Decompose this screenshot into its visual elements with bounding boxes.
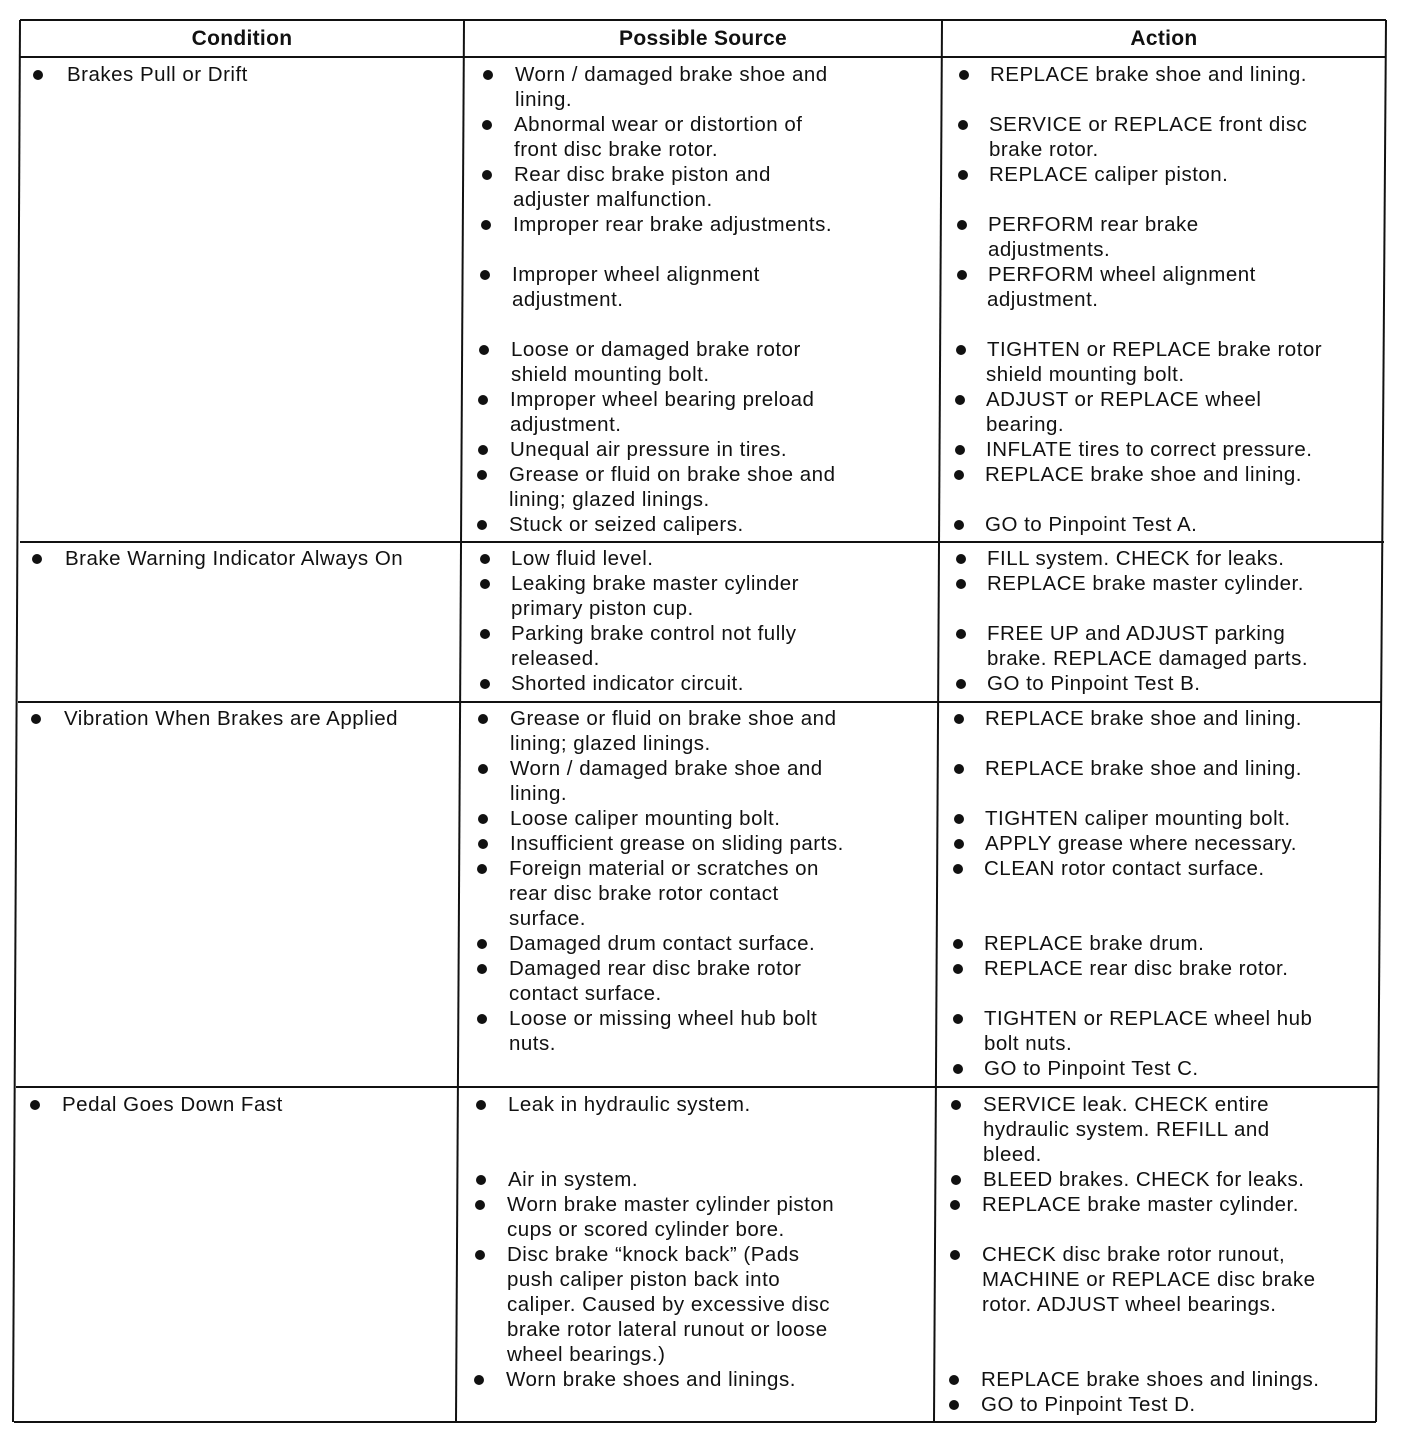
action-text: hydraulic system. REFILL and xyxy=(983,1118,1270,1141)
possible-source-text: Loose or missing wheel hub bolt xyxy=(509,1007,818,1030)
action-text: CLEAN rotor contact surface. xyxy=(984,857,1265,880)
bullet-icon xyxy=(949,1375,959,1385)
action-text: REPLACE brake shoe and lining. xyxy=(990,63,1307,86)
possible-source-text: Shorted indicator circuit. xyxy=(511,672,744,695)
bullet-icon xyxy=(33,70,43,80)
bullet-icon xyxy=(953,964,963,974)
bullet-icon xyxy=(953,1014,963,1024)
bullet-icon xyxy=(480,579,490,589)
bullet-icon xyxy=(481,220,491,230)
bullet-icon xyxy=(477,520,487,530)
condition-text: Vibration When Brakes are Applied xyxy=(64,707,399,730)
bullet-icon xyxy=(478,764,488,774)
possible-source-text: primary piston cup. xyxy=(511,597,694,620)
action-text: brake rotor. xyxy=(989,138,1099,161)
action-text: REPLACE brake shoes and linings. xyxy=(981,1368,1320,1391)
possible-source-text: Abnormal wear or distortion of xyxy=(514,113,803,136)
possible-source-text: lining; glazed linings. xyxy=(510,732,711,755)
action-text: bearing. xyxy=(986,413,1065,436)
bullet-icon xyxy=(955,445,965,455)
action-text: REPLACE rear disc brake rotor. xyxy=(984,957,1289,980)
bullet-icon xyxy=(477,470,487,480)
bullet-icon xyxy=(954,470,964,480)
possible-source-text: brake rotor lateral runout or loose xyxy=(507,1318,828,1341)
possible-source-text: adjustment. xyxy=(512,288,624,311)
action-text: brake. REPLACE damaged parts. xyxy=(987,647,1309,670)
bullet-icon xyxy=(476,1175,486,1185)
header-possible-source: Possible Source xyxy=(619,27,787,50)
action-text: SERVICE leak. CHECK entire xyxy=(983,1093,1270,1116)
bullet-icon xyxy=(474,1375,484,1385)
action-text: CHECK disc brake rotor runout, xyxy=(982,1243,1286,1266)
possible-source-text: Air in system. xyxy=(508,1168,639,1191)
possible-source-text: adjuster malfunction. xyxy=(513,188,713,211)
bullet-icon xyxy=(959,70,969,80)
action-text: shield mounting bolt. xyxy=(986,363,1185,386)
bullet-icon xyxy=(477,939,487,949)
possible-source-text: Leaking brake master cylinder xyxy=(511,572,799,595)
action-text: MACHINE or REPLACE disc brake xyxy=(982,1268,1316,1291)
bullet-icon xyxy=(956,345,966,355)
action-text: BLEED brakes. CHECK for leaks. xyxy=(983,1168,1305,1191)
bullet-icon xyxy=(482,170,492,180)
action-text: TIGHTEN or REPLACE brake rotor xyxy=(987,338,1323,361)
possible-source-text: Loose or damaged brake rotor xyxy=(511,338,801,361)
possible-source-text: Low fluid level. xyxy=(511,547,654,570)
bullet-icon xyxy=(954,839,964,849)
action-text: REPLACE brake shoe and lining. xyxy=(985,707,1302,730)
possible-source-text: Disc brake “knock back” (Pads xyxy=(507,1243,800,1266)
action-text: GO to Pinpoint Test C. xyxy=(984,1057,1199,1080)
possible-source-text: wheel bearings.) xyxy=(507,1343,666,1366)
bullet-icon xyxy=(480,270,490,280)
possible-source-text: Worn brake shoes and linings. xyxy=(506,1368,796,1391)
action-text: rotor. ADJUST wheel bearings. xyxy=(982,1293,1277,1316)
action-text: APPLY grease where necessary. xyxy=(985,832,1297,855)
action-text: PERFORM wheel alignment xyxy=(988,263,1256,286)
action-text: GO to Pinpoint Test A. xyxy=(985,513,1198,536)
action-text: SERVICE or REPLACE front disc xyxy=(989,113,1308,136)
possible-source-text: Parking brake control not fully xyxy=(511,622,797,645)
bullet-icon xyxy=(954,714,964,724)
action-text: REPLACE brake master cylinder. xyxy=(982,1193,1299,1216)
bullet-icon xyxy=(958,120,968,130)
possible-source-text: Improper wheel bearing preload xyxy=(510,388,815,411)
possible-source-text: Grease or fluid on brake shoe and xyxy=(509,463,836,486)
condition-text: Pedal Goes Down Fast xyxy=(62,1093,283,1116)
possible-source-text: Insufficient grease on sliding parts. xyxy=(510,832,844,855)
action-text: REPLACE brake shoe and lining. xyxy=(985,463,1302,486)
action-text: bleed. xyxy=(983,1143,1042,1166)
possible-source-text: Unequal air pressure in tires. xyxy=(510,438,788,461)
possible-source-text: lining. xyxy=(515,88,573,111)
bullet-icon xyxy=(475,1250,485,1260)
possible-source-text: Damaged rear disc brake rotor xyxy=(509,957,802,980)
bullet-icon xyxy=(957,220,967,230)
bullet-icon xyxy=(480,554,490,564)
action-text: REPLACE brake shoe and lining. xyxy=(985,757,1302,780)
possible-source-text: push caliper piston back into xyxy=(507,1268,781,1291)
possible-source-text: caliper. Caused by excessive disc xyxy=(507,1293,831,1316)
possible-source-text: shield mounting bolt. xyxy=(511,363,710,386)
bullet-icon xyxy=(953,939,963,949)
bullet-icon xyxy=(478,445,488,455)
bullet-icon xyxy=(956,629,966,639)
bullet-icon xyxy=(478,814,488,824)
possible-source-text: cups or scored cylinder bore. xyxy=(507,1218,785,1241)
possible-source-text: rear disc brake rotor contact xyxy=(509,882,779,905)
possible-source-text: Grease or fluid on brake shoe and xyxy=(510,707,837,730)
condition-text: Brakes Pull or Drift xyxy=(67,63,248,86)
possible-source-text: released. xyxy=(511,647,600,670)
possible-source-text: Improper rear brake adjustments. xyxy=(513,213,833,236)
action-text: ADJUST or REPLACE wheel xyxy=(986,388,1262,411)
action-text: INFLATE tires to correct pressure. xyxy=(986,438,1313,461)
bullet-icon xyxy=(483,70,493,80)
bullet-icon xyxy=(479,345,489,355)
action-text: bolt nuts. xyxy=(984,1032,1073,1055)
possible-source-text: Improper wheel alignment xyxy=(512,263,760,286)
action-text: REPLACE brake master cylinder. xyxy=(987,572,1304,595)
possible-source-text: Worn brake master cylinder piston xyxy=(507,1193,835,1216)
action-text: TIGHTEN or REPLACE wheel hub xyxy=(984,1007,1313,1030)
bullet-icon xyxy=(477,964,487,974)
action-text: REPLACE brake drum. xyxy=(984,932,1205,955)
possible-source-text: Leak in hydraulic system. xyxy=(508,1093,751,1116)
condition-text: Brake Warning Indicator Always On xyxy=(65,547,404,570)
bullet-icon xyxy=(32,554,42,564)
bullet-icon xyxy=(957,270,967,280)
action-text: REPLACE caliper piston. xyxy=(989,163,1229,186)
bullet-icon xyxy=(477,864,487,874)
bullet-icon xyxy=(476,1100,486,1110)
bullet-icon xyxy=(30,1100,40,1110)
possible-source-text: Damaged drum contact surface. xyxy=(509,932,816,955)
bullet-icon xyxy=(953,864,963,874)
action-text: TIGHTEN caliper mounting bolt. xyxy=(985,807,1291,830)
bullet-icon xyxy=(958,170,968,180)
possible-source-text: lining; glazed linings. xyxy=(509,488,710,511)
bullet-icon xyxy=(950,1250,960,1260)
bullet-icon xyxy=(955,395,965,405)
bullet-icon xyxy=(956,579,966,589)
possible-source-text: surface. xyxy=(509,907,586,930)
action-text: GO to Pinpoint Test D. xyxy=(981,1393,1196,1416)
action-text: adjustments. xyxy=(988,238,1111,261)
action-text: FILL system. CHECK for leaks. xyxy=(987,547,1285,570)
bullet-icon xyxy=(954,814,964,824)
header-action: Action xyxy=(1130,27,1198,50)
bullet-icon xyxy=(951,1100,961,1110)
possible-source-text: Stuck or seized calipers. xyxy=(509,513,744,536)
bullet-icon xyxy=(478,714,488,724)
bullet-icon xyxy=(482,120,492,130)
action-text: GO to Pinpoint Test B. xyxy=(987,672,1201,695)
possible-source-text: Worn / damaged brake shoe and xyxy=(515,63,828,86)
possible-source-text: lining. xyxy=(510,782,568,805)
bullet-icon xyxy=(480,679,490,689)
bullet-icon xyxy=(477,1014,487,1024)
possible-source-text: nuts. xyxy=(509,1032,556,1055)
possible-source-text: Rear disc brake piston and xyxy=(514,163,771,186)
bullet-icon xyxy=(954,764,964,774)
action-text: FREE UP and ADJUST parking xyxy=(987,622,1286,645)
possible-source-text: adjustment. xyxy=(510,413,622,436)
bullet-icon xyxy=(956,554,966,564)
possible-source-text: contact surface. xyxy=(509,982,662,1005)
possible-source-text: Loose caliper mounting bolt. xyxy=(510,807,781,830)
bullet-icon xyxy=(954,520,964,530)
possible-source-text: Worn / damaged brake shoe and xyxy=(510,757,823,780)
bullet-icon xyxy=(951,1175,961,1185)
bullet-icon xyxy=(949,1400,959,1410)
possible-source-text: Foreign material or scratches on xyxy=(509,857,819,880)
header-condition: Condition xyxy=(191,27,293,50)
bullet-icon xyxy=(953,1064,963,1074)
bullet-icon xyxy=(31,714,41,724)
bullet-icon xyxy=(478,839,488,849)
action-text: adjustment. xyxy=(987,288,1099,311)
action-text: PERFORM rear brake xyxy=(988,213,1199,236)
bullet-icon xyxy=(950,1200,960,1210)
bullet-icon xyxy=(480,629,490,639)
bullet-icon xyxy=(956,679,966,689)
bullet-icon xyxy=(478,395,488,405)
possible-source-text: front disc brake rotor. xyxy=(514,138,719,161)
bullet-icon xyxy=(475,1200,485,1210)
